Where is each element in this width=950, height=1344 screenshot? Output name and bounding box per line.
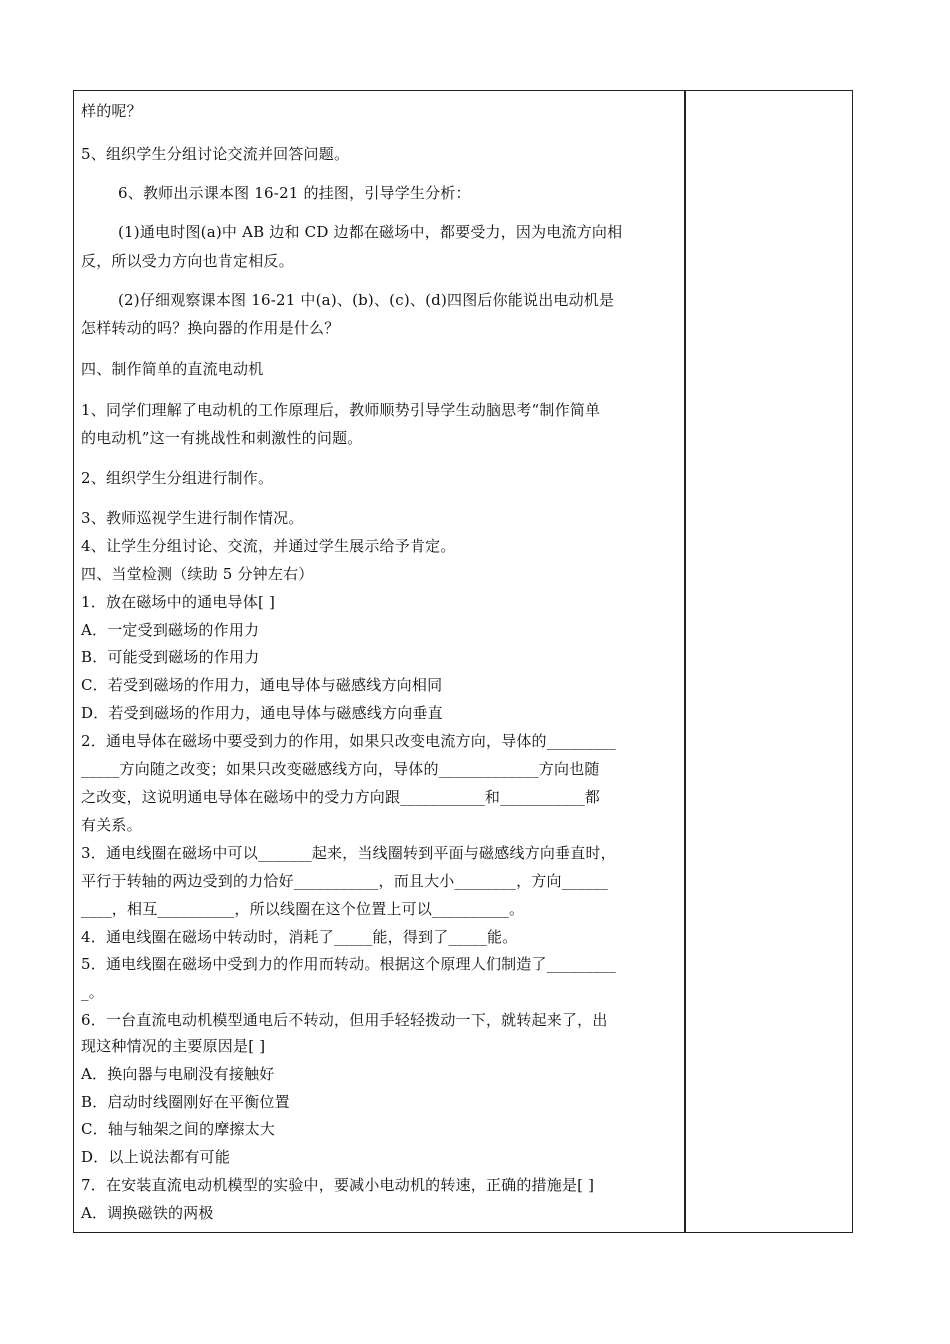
question: 1．放在磁场中的通电导体[ ]	[81, 593, 276, 611]
text-line: 5、组织学生分组讨论交流并回答问题。	[81, 145, 350, 163]
option: B．启动时线圈刚好在平衡位置	[81, 1093, 290, 1111]
text-line: (1)通电时图(a)中 AB 边和 CD 边都在磁场中，都要受力，因为电流方向相	[118, 223, 623, 241]
text-line: 反，所以受力方向也肯定相反。	[81, 252, 294, 270]
text-line: (2)仔细观察课本图 16-21 中(a)、(b)、(c)、(d)四图后你能说出电动机是	[118, 291, 615, 309]
text-line: 现这种情况的主要原因是[ ]	[81, 1037, 266, 1055]
question: 3．通电线圈在磁场中可以_______起来，当线圈转到平面与磁感线方向垂直时，	[81, 844, 616, 862]
section-heading: 四、当堂检测（续助 5 分钟左右）	[81, 565, 314, 583]
question: 6．一台直流电动机模型通电后不转动，但用手轻轻拨动一下，就转起来了，出	[81, 1011, 608, 1029]
option: D．以上说法都有可能	[81, 1148, 231, 1166]
option: C．若受到磁场的作用力，通电导体与磁感线方向相同	[81, 676, 443, 694]
question: 5．通电线圈在磁场中受到力的作用而转动。根据这个原理人们制造了_________	[81, 955, 617, 973]
text-line: 的电动机”这一有挑战性和刺激性的问题。	[81, 429, 363, 447]
option: A．一定受到磁场的作用力	[81, 621, 260, 639]
text-line: ____，相互__________，所以线圈在这个位置上可以__________。	[81, 900, 525, 918]
question: 2．通电导体在磁场中要受到力的作用，如果只改变电流方向，导体的_________	[81, 732, 617, 750]
text-line: 3、教师巡视学生进行制作情况。	[81, 509, 304, 527]
text-line: 4、让学生分组讨论、交流，并通过学生展示给予肯定。	[81, 537, 456, 555]
text-line: 2、组织学生分组进行制作。	[81, 469, 274, 487]
option: D．若受到磁场的作用力，通电导体与磁感线方向垂直	[81, 704, 443, 722]
text-line: 怎样转动的吗？换向器的作用是什么？	[81, 319, 340, 337]
column-divider	[684, 90, 686, 1233]
text-line: 平行于转轴的两边受到的力恰好___________，而且大小________，方向______	[81, 872, 608, 890]
option: B．可能受到磁场的作用力	[81, 648, 260, 666]
option: A．换向器与电刷没有接触好	[81, 1065, 275, 1083]
option: C．轴与轴架之间的摩擦太大	[81, 1120, 276, 1138]
question: 4．通电线圈在磁场中转动时，消耗了_____能，得到了_____能。	[81, 928, 518, 946]
text-line: _。	[81, 983, 104, 1001]
question: 7．在安装直流电动机模型的实验中，要减小电动机的转速，正确的措施是[ ]	[81, 1176, 595, 1194]
text-line: 之改变，这说明通电导体在磁场中的受力方向跟___________和___________都	[81, 788, 601, 806]
text-line: _____方向随之改变；如果只改变磁感线方向，导体的_____________方向也随	[81, 760, 600, 778]
section-heading: 四、制作简单的直流电动机	[81, 360, 264, 378]
option: A．调换磁铁的两极	[81, 1204, 214, 1222]
text-line: 样的呢？	[81, 102, 142, 120]
text-line: 6、教师出示课本图 16-21 的挂图，引导学生分析：	[118, 184, 471, 202]
text-line: 有关系。	[81, 816, 142, 834]
text-line: 1、同学们理解了电动机的工作原理后，教师顺势引导学生动脑思考“制作简单	[81, 401, 601, 419]
